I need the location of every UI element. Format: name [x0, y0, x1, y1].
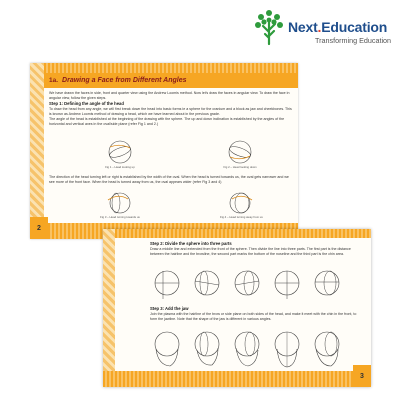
- sphere-sketch: [190, 267, 224, 301]
- figure-2-caption: Fig 2 – Head looking down: [223, 165, 257, 169]
- tree-logo-icon: [255, 8, 283, 46]
- page-2-body: [49, 91, 292, 127]
- page-border-left: [103, 229, 115, 387]
- brand-tagline: Transforming Education: [315, 36, 392, 45]
- page-border-left: [30, 63, 44, 239]
- step1-paragraph-3-container: [49, 175, 292, 185]
- step2-sketch-row: [150, 267, 344, 301]
- head-turning-towards-sketch: [100, 191, 140, 215]
- step1-heading: Step 1: Defining the angle of the head: [49, 101, 124, 106]
- head-with-jaw-sketch: [310, 329, 344, 369]
- sphere-sketch: [270, 267, 304, 301]
- step1-paragraph-3: The direction of the head turning left or right is established by the width of the oval. When the head is turned towards us, the oval gets narrower and we see more of the front face. When the head is turned away from us, the oval appears wider (refer Fig 3 and 4): [49, 175, 289, 184]
- head-with-jaw-sketch: [270, 329, 304, 369]
- figure-4: [220, 191, 263, 219]
- page-number: 2: [30, 217, 48, 239]
- step2-text: Draw a middle line and extended from the front of the sphere. Then divide the line into three parts. The first part is the distance between the hairline and the browline, the second part marks the bottom of the noseline and the third part is the chin area.: [150, 247, 351, 256]
- page-3-body: [150, 240, 361, 257]
- step3-text: Join the plasma with the hairline of the brow or side plane on both sides of the head, and make it meet with the chin in the front, to form the jawline. Note that the shape of the jaw is different in various angles.: [150, 312, 357, 321]
- figure-4-caption: Fig 4 – Head turning away from us: [220, 215, 263, 219]
- head-with-jaw-sketch: [230, 329, 264, 369]
- section-number: 1a.: [49, 77, 59, 84]
- step3-text-container: [150, 305, 361, 322]
- head-with-jaw-sketch: [150, 329, 184, 369]
- head-with-jaw-sketch: [190, 329, 224, 369]
- section-header: [44, 73, 298, 88]
- page-3: [103, 229, 371, 387]
- sphere-sketch: [310, 267, 344, 301]
- head-looking-up-sketch: [100, 139, 140, 165]
- figure-2: [220, 139, 260, 169]
- page-number: 3: [353, 365, 371, 387]
- page-bottom-band: [103, 371, 371, 387]
- section-title: Drawing a Face from Different Angles: [62, 77, 187, 84]
- intro-text: We have drawn the faces in side, front and quarter view using the Andrew Loomis method. Now let's draw the faces in angular view. To draw the face in angular view, follow the given steps.: [49, 91, 290, 100]
- step3-sketch-row: [150, 329, 344, 369]
- brand-name: Next.Education: [288, 19, 388, 35]
- head-turning-away-sketch: [220, 191, 260, 215]
- sphere-sketch: [150, 267, 184, 301]
- step2-heading: Step 2: Divide the sphere into three parts: [150, 241, 232, 246]
- figure-1: [100, 139, 140, 169]
- figure-3-caption: Fig 3 – Head turning towards us: [100, 215, 140, 219]
- page-2: [30, 63, 298, 239]
- head-looking-down-sketch: [220, 139, 260, 165]
- step1-paragraph-2: The angle of the head is established at the beginning of the drawing with the sphere. The up and down inclination is established by the angles of the horizontal and vertical axes in the oval/side plane (refer Fig 1 and 2.): [49, 117, 285, 126]
- step3-heading: Step 3: Add the jaw: [150, 306, 189, 311]
- page-top-band: [103, 229, 371, 238]
- figure-3: [100, 191, 140, 219]
- figure-1-caption: Fig 1 – Head looking up: [105, 165, 135, 169]
- next-education-logo: [255, 8, 395, 50]
- sphere-sketch: [230, 267, 264, 301]
- step1-paragraph-1: To draw the head from any angle, we will first break down the head into basic forms ie a sphere for the cranium and a block as jaw and cheekbones. This is known as Andrew Loomis method of drawing a head, which we have learned about in the previous grade.: [49, 107, 292, 116]
